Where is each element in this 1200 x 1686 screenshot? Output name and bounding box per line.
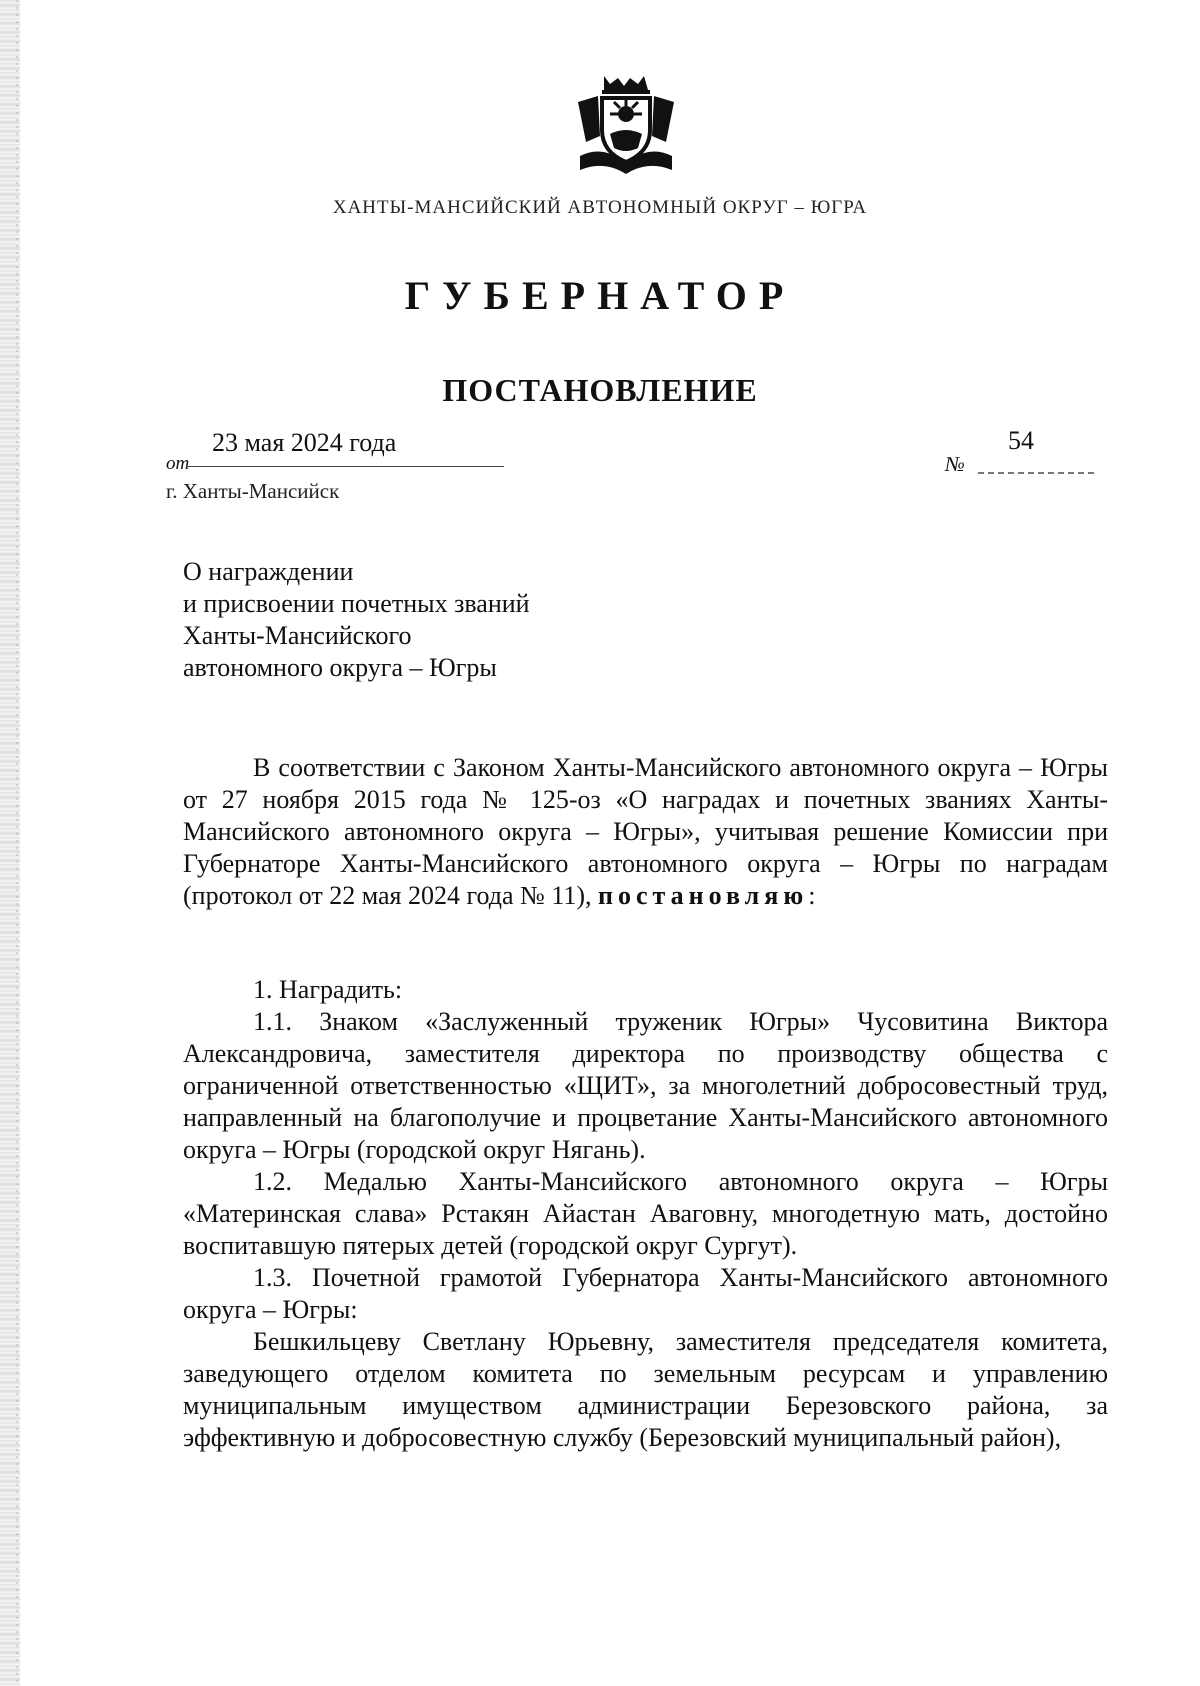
subject-line: автономного округа – Югры [183,653,497,682]
city: г. Ханты-Мансийск [166,479,340,503]
item-1: 1. Наградить: [253,975,403,1004]
item-1-2: 1.2. Медалью Ханты-Мансийского автономного округа – Югры «Материнская слава» Рстакян Айастан Аваговну, многодетную мать, достойно воспитавшую пятерых детей (городской округ Сургут). [183,1167,1108,1260]
document-subject [183,556,530,684]
preamble-paragraph [183,752,1108,912]
preamble-text: В соответствии с Законом Ханты-Мансийского автономного округа – Югры от 27 ноября 2015 года № 125-оз «О наградах и почетных званиях Ханты-Мансийского автономного округа – Югры», учитывая решение Комиссии при Губернаторе Ханты-Мансийского автономного округа – Югры по наградам (протокол от 22 мая 2024 года № 11), [183,753,1108,910]
item-1-3-awardee: Бешкильцеву Светлану Юрьевну, заместителя председателя комитета, заведующего отделом комитета по земельным ресурсам и управлению муниципальным имуществом администрации Березовского района, за эффективную и добросовестную службу (Березовский муниципальный район), [183,1327,1108,1452]
number-underline [978,472,1094,474]
number-value: 54 [1008,426,1034,455]
authority-title: ГУБЕРНАТОР [404,273,796,318]
item-1-1: 1.1. Знаком «Заслуженный труженик Югры» Чусовитина Виктора Александровича, заместителя директора по производству общества с ограниченной ответственностью «ЩИТ», за многолетний добросовестный труд, направленный на благополучие и процветание Ханты-Мансийского автономного округа – Югры (городской округ Нягань). [183,1007,1108,1164]
document-type: ПОСТАНОВЛЕНИЕ [442,372,758,408]
date-label: от [166,453,190,474]
subject-line: и присвоении почетных званий [183,589,530,618]
document-body [183,752,1108,1454]
subject-line: Ханты-Мансийского [183,621,412,650]
number-label: № [945,452,965,476]
item-1-3: 1.3. Почетной грамотой Губернатора Ханты-Мансийского автономного округа – Югры: [183,1263,1108,1324]
resolve-colon: : [808,881,816,910]
subject-line: О награждении [183,557,354,586]
coat-of-arms-emblem [574,72,678,176]
region-title: ХАНТЫ-МАНСИЙСКИЙ АВТОНОМНЫЙ ОКРУГ – ЮГРА [332,197,868,218]
date-underline [186,466,504,467]
resolve-word: постановляю [598,881,809,910]
scan-edge [0,0,20,1686]
paragraph-gap [183,912,1108,974]
date-value: 23 мая 2024 года [212,428,397,457]
